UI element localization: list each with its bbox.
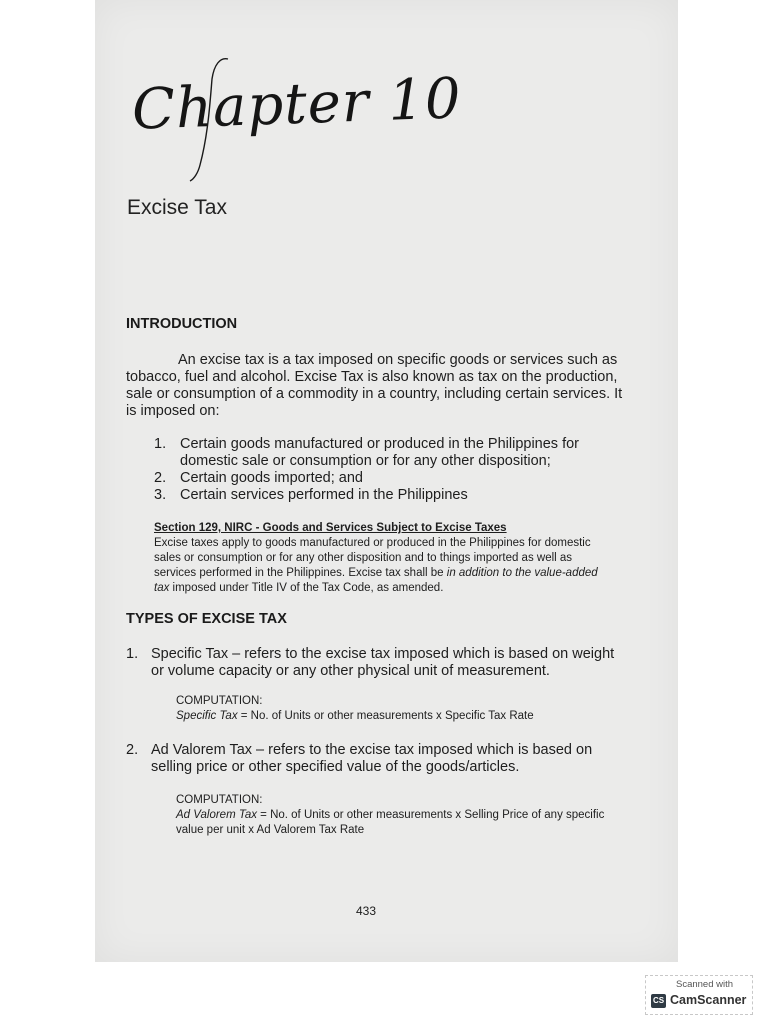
type-2-number: 2. [126, 742, 139, 758]
type-2-line-1: Ad Valorem Tax – refers to the excise tax imposed which is based on [151, 742, 593, 758]
section-line-3-italic: in addition to the value-added [446, 567, 598, 579]
type-1-computation-label: COMPUTATION: [176, 695, 263, 707]
page-number: 433 [356, 904, 377, 918]
section-title: Section 129, NIRC - Goods and Services Subject to Excise Taxes [154, 522, 507, 534]
type-2-formula [176, 808, 604, 823]
camscanner-logo-icon: CS [651, 994, 666, 1008]
section-line-3-text: services performed in the Philippines. Excise tax shall be [154, 567, 444, 579]
list-number-3: 3. [154, 487, 167, 503]
type-1-line-1: Specific Tax – refers to the excise tax imposed which is based on weight [151, 646, 615, 662]
types-heading: TYPES OF EXCISE TAX [126, 611, 287, 627]
type-1-formula-term: Specific Tax [176, 710, 238, 722]
introduction-heading: INTRODUCTION [126, 316, 238, 332]
section-line-4 [154, 581, 443, 596]
camscanner-watermark [645, 975, 753, 1015]
intro-line-1 [178, 352, 617, 369]
watermark-top-text: Scanned with [676, 979, 734, 990]
section-line-1: Excise taxes apply to goods manufactured or produced in the Philippines for domestic [154, 537, 591, 549]
intro-line-2: tobacco, fuel and alcohol. Excise Tax is also known as tax on the production, [126, 369, 618, 385]
list-item-3-line-1: Certain services performed in the Philippines [180, 487, 468, 503]
chapter-subtitle: Excise Tax [127, 196, 227, 219]
type-1-line-2: or volume capacity or any other physical unit of measurement. [151, 663, 550, 679]
type-2-line-2: selling price or other specified value of the goods/articles. [151, 759, 520, 775]
list-number-2: 2. [154, 470, 167, 486]
type-1-formula [176, 709, 534, 724]
type-1-formula-rest: = No. of Units or other measurements x Specific Tax Rate [237, 710, 534, 722]
type-2-formula-rest: = No. of Units or other measurements x Selling Price of any specific [256, 809, 605, 821]
type-1-number: 1. [126, 646, 139, 662]
intro-line-1-text: An excise tax is a tax imposed on specific goods or services such as [178, 352, 618, 368]
list-number-1: 1. [154, 436, 167, 452]
chapter-title: Chapter 10 [130, 66, 463, 143]
section-line-4-text: imposed under Title IV of the Tax Code, as amended. [172, 582, 444, 594]
list-item-2-line-1: Certain goods imported; and [180, 470, 363, 486]
type-2-computation-label: COMPUTATION: [176, 794, 263, 806]
section-line-2: sales or consumption or for any other disposition and to things imported as well as [154, 552, 573, 564]
watermark-brand: CamScanner [670, 993, 747, 1007]
section-line-3 [154, 566, 598, 581]
list-item-1-line-2: domestic sale or consumption or for any other disposition; [180, 453, 551, 469]
type-2-formula-term: Ad Valorem Tax [176, 809, 257, 821]
intro-line-4: is imposed on: [126, 403, 220, 419]
type-2-formula-line-2: value per unit x Ad Valorem Tax Rate [176, 824, 365, 836]
intro-line-3: sale or consumption of a commodity in a country, including certain services. It [126, 386, 623, 402]
list-item-1-line-1: Certain goods manufactured or produced in the Philippines for [180, 436, 579, 452]
section-line-4-italic: tax [154, 582, 170, 594]
